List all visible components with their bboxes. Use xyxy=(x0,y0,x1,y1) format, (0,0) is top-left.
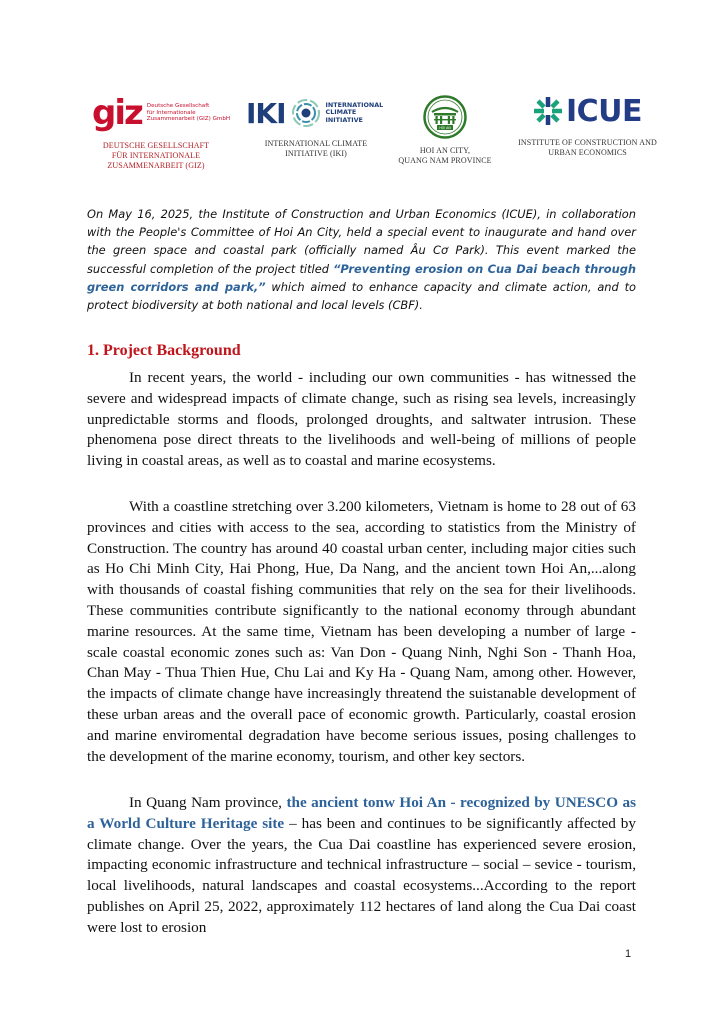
giz-logo xyxy=(92,95,232,131)
giz-caption: DEUTSCHE GESELLSCHAFT FÜR INTERNATIONALE ZUSAMMENARBEIT (GIZ) xyxy=(102,141,210,170)
hoian-logo-block xyxy=(390,95,500,166)
hoian-unesco-highlight: the ancient tonw Hoi An - recognized by UNESCO as a World Culture Heritage site xyxy=(87,794,636,832)
intro-paragraph: On May 16, 2025, the Institute of Construction and Urban Economics (ICUE), in collaboration with the People's Committee of Hoi An City, held a special event to inaugurate and hand over the green space and coastal park (officially named Âu Cơ Park). This event marked the successful completion of the project titled “Preventing erosion on Cua Dai beach through green corridors and park,” which aimed to enhance capacity and climate action, and to protect biodiversity at both national and local levels (CBF). xyxy=(87,207,636,313)
body-paragraph: With a coastline stretching over 3.200 kilometers, Vietnam is home to 28 out of 63 provinces and cities with access to the sea, according to statistics from the Ministry of Construction. The country has around 40 coastal urban center, including major cities such as Ho Chi Minh City, Hai Phong, Hue, Da Nang, and the ancient town Hoi An,...along with thousands of coastal fishing communities that rely on the sea for their livelihoods. These communities contribute significantly to the national economy through abundant marine resources. At the same time, Vietnam has been developing a number of large - scale coastal economic zones such as: Van Don - Quang Ninh, Nghi Son - Thanh Hoa, Chan May - Thua Thien Hue, Chu Lai and Ky Ha - Quang Nam, among other. However, the impacts of climate change have increasingly threatend the suistanable development of these urban areas and the overall pace of economic growth. Particularly, coastal erosion and marine enviromental degradation have become serious issues, posing challenges to the development of the marine economy, tourism, and other key sectors. xyxy=(87,498,636,765)
iki-logo xyxy=(246,95,386,131)
body-paragraph: In Quang Nam province, the ancient tonw Hoi An - recognized by UNESCO as a World Culture Heritage site – has been and continues to be significantly affected by climate change. Over the years, the Cua Dai coastline has experienced severe erosion, impacting economic infrastructure and technical infrastructure – social – sevice - tourism, local livelihoods, natural landscapes and coastal ecosystems...According to the report publishes on April 25, 2022, approximately 112 hectares of land along the Cua Dai coast were lost to erosion xyxy=(87,794,636,936)
section-heading: 1. Project Background xyxy=(87,342,241,359)
icue-caption: INSTITUTE OF CONSTRUCTION AND URBAN ECONOMICS xyxy=(518,138,657,157)
iki-caption: INTERNATIONAL CLIMATE INITIATIVE (IKI) xyxy=(264,139,368,158)
svg-text:HỘI AN: HỘI AN xyxy=(439,126,451,130)
giz-subtitle: Deutsche Gesellschaft für Internationale Zusammenarbeit (GIZ) GmbH xyxy=(146,103,231,123)
body-paragraph: In recent years, the world - including our own communities - has witnessed the severe and widespread impacts of climate change, such as rising sea levels, increasingly unpredictable storms and floods, prolonged droughts, and saltwater intrusion. These phenomena pose direct threats to the livelihoods and well-being of millions of people living in coastal areas, as well as to coastal and marine ecosystems. xyxy=(87,369,636,470)
page-number: 1 xyxy=(625,948,632,960)
hoian-caption: HOI AN CITY, QUANG NAM PROVINCE xyxy=(398,146,492,165)
icue-logo xyxy=(505,93,670,129)
giz-wordmark: giz xyxy=(92,93,142,133)
iki-wordmark: IKI xyxy=(246,96,286,130)
giz-logo-block xyxy=(92,95,232,171)
icue-asterisk-icon xyxy=(533,96,563,126)
iki-subtitle: INTERNATIONAL CLIMATE INITIATIVE xyxy=(325,100,384,124)
iki-ring-icon xyxy=(291,98,321,128)
iki-logo-block xyxy=(246,95,386,159)
project-title-highlight: “Preventing erosion on Cua Dai beach through green corridors and park,” xyxy=(87,261,636,294)
icue-logo-block xyxy=(505,93,670,158)
hoian-emblem-icon xyxy=(423,95,467,139)
icue-wordmark: ICUE xyxy=(565,93,643,129)
